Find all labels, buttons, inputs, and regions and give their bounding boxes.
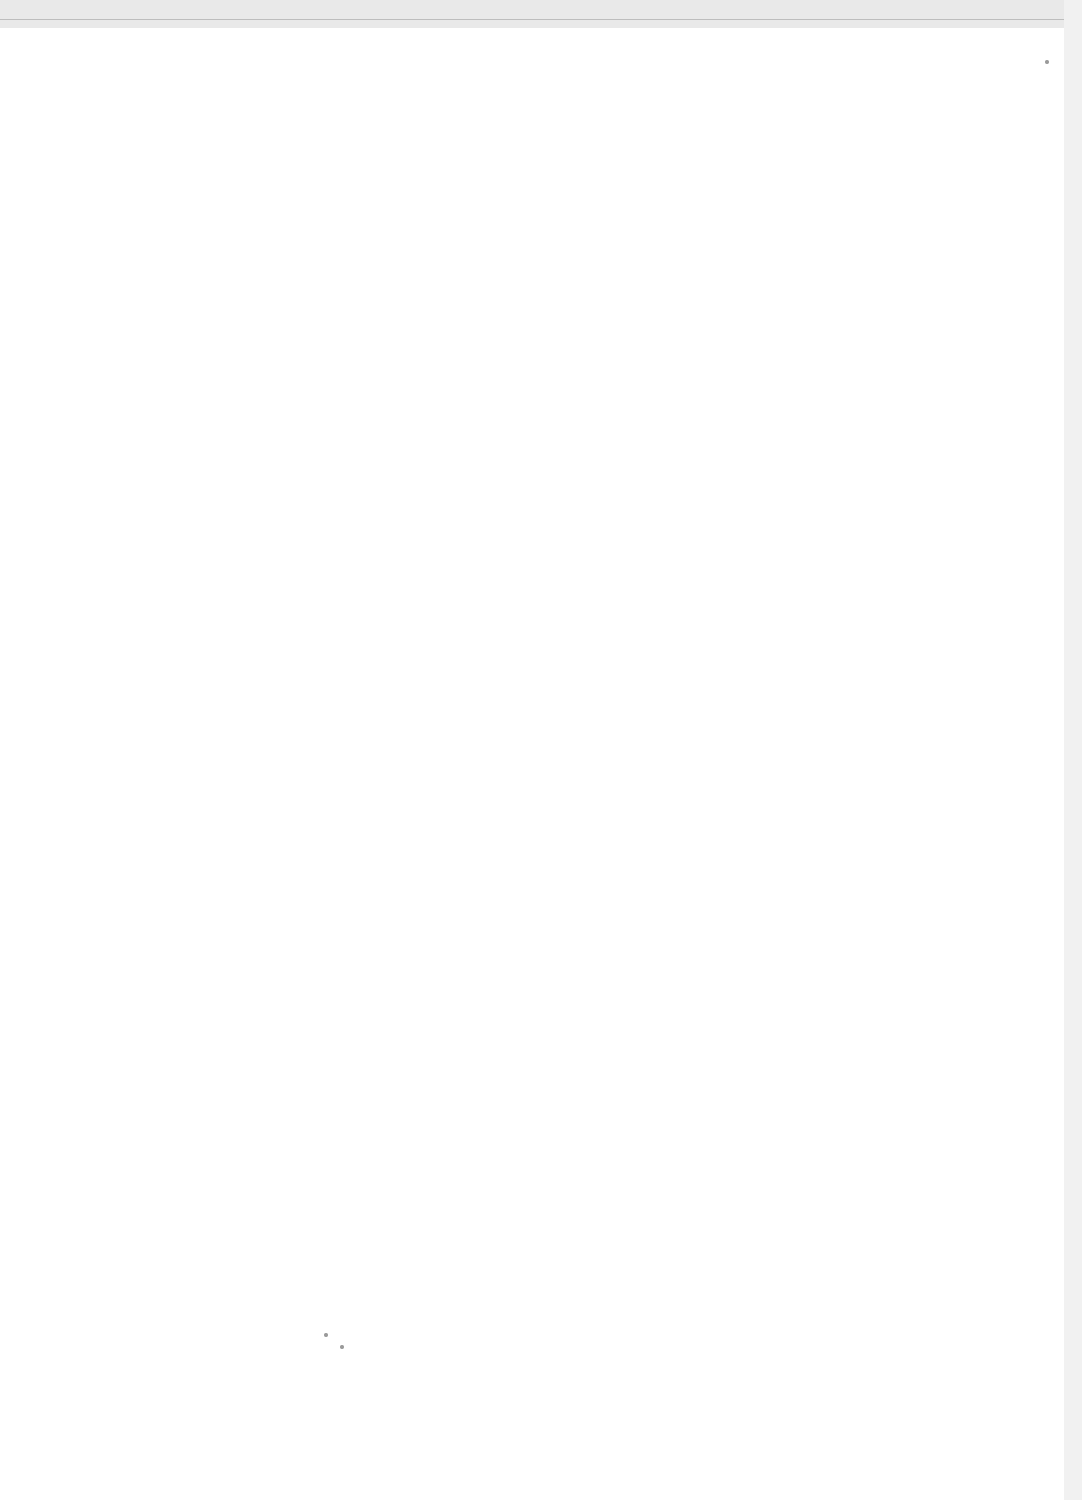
rotated-document — [1060, 20, 1082, 1490]
scan-speck — [340, 1345, 344, 1349]
scan-top-edge — [0, 0, 1082, 28]
scan-speck — [1045, 60, 1049, 64]
scan-speck — [324, 1333, 328, 1337]
